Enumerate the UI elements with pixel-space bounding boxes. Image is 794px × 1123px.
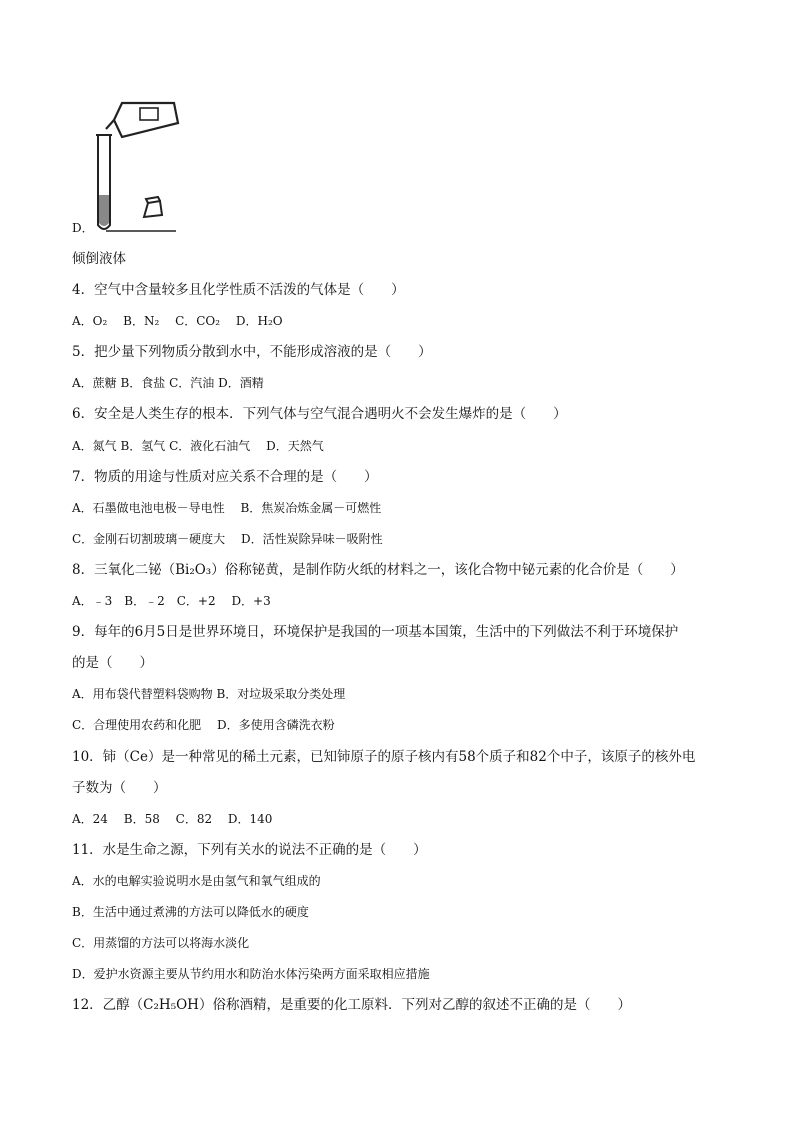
question-text: 8．三氧化二铋（Bi₂O₃）俗称铋黄，是制作防火纸的材料之一，该化合物中铋元素的化合价是（ ） (72, 561, 684, 578)
answer-options: A．氮气 B．氢气 C．液化石油气 D．天然气 (72, 438, 324, 453)
answer-options: C．用蒸馏的方法可以将海水淡化 (72, 936, 250, 951)
answer-options: A．用布袋代替塑料袋购物 B．对垃圾采取分类处理 (72, 687, 346, 702)
answer-options: A．24 B．58 C．82 D．140 (72, 811, 273, 826)
question-text: 6．安全是人类生存的根本．下列气体与空气混合遇明火不会发生爆炸的是（ ） (72, 406, 567, 423)
question-text: 9．每年的6月5日是世界环境日，环境保护是我国的一项基本国策，生活中的下列做法不利于环境保护 (72, 624, 679, 641)
question-text: 子数为（ ） (72, 779, 167, 796)
answer-options: B．生活中通过煮沸的方法可以降低水的硬度 (72, 905, 309, 919)
question-text: 4．空气中含量较多且化学性质不活泼的气体是（ ） (72, 282, 405, 298)
test-tube-icon (96, 135, 112, 229)
pouring-liquid-illustration (92, 95, 182, 235)
answer-options: A．水的电解实验说明水是由氢气和氧气组成的 (72, 873, 321, 888)
question-text: 10．铈（Ce）是一种常见的稀土元素，已知铈原子的原子核内有58个质子和82个中子，该原子的核外电 (72, 748, 696, 765)
option-d-label: D． (72, 221, 94, 235)
answer-options: C．合理使用农药和化肥 D．多使用含磷洗衣粉 (72, 718, 335, 733)
question-text: 的是（ ） (72, 655, 153, 672)
question-text: 11．水是生命之源，下列有关水的说法不正确的是（ ） (72, 841, 427, 858)
answer-options: A．﹣3 B．﹣2 C．+2 D．+3 (72, 594, 271, 608)
figure-caption: 倾倒液体 (72, 251, 126, 267)
answer-options: A．蔗糖 B．食盐 C．汽油 D．酒精 (72, 376, 264, 391)
question-text: 5．把少量下列物质分散到水中，不能形成溶液的是（ ） (72, 344, 432, 361)
answer-options: A．石墨做电池电极－导电性 B．焦炭冶炼金属－可燃性 (72, 500, 382, 515)
bottle-icon (106, 103, 178, 137)
answer-options: D．爱护水资源主要从节约用水和防治水体污染两方面采取相应措施 (72, 967, 430, 982)
answer-options: A．O₂ B．N₂ C．CO₂ D．H₂O (72, 314, 283, 329)
question-text: 12．乙醇（C₂H₅OH）俗称酒精，是重要的化工原料．下列对乙醇的叙述不正确的是（ ） (72, 997, 631, 1014)
question-text: 7．物质的用途与性质对应关系不合理的是（ ） (72, 468, 378, 485)
stopper-icon (144, 197, 162, 217)
answer-options: C．金刚石切割玻璃－硬度大 D．活性炭除异味－吸附性 (72, 531, 383, 546)
